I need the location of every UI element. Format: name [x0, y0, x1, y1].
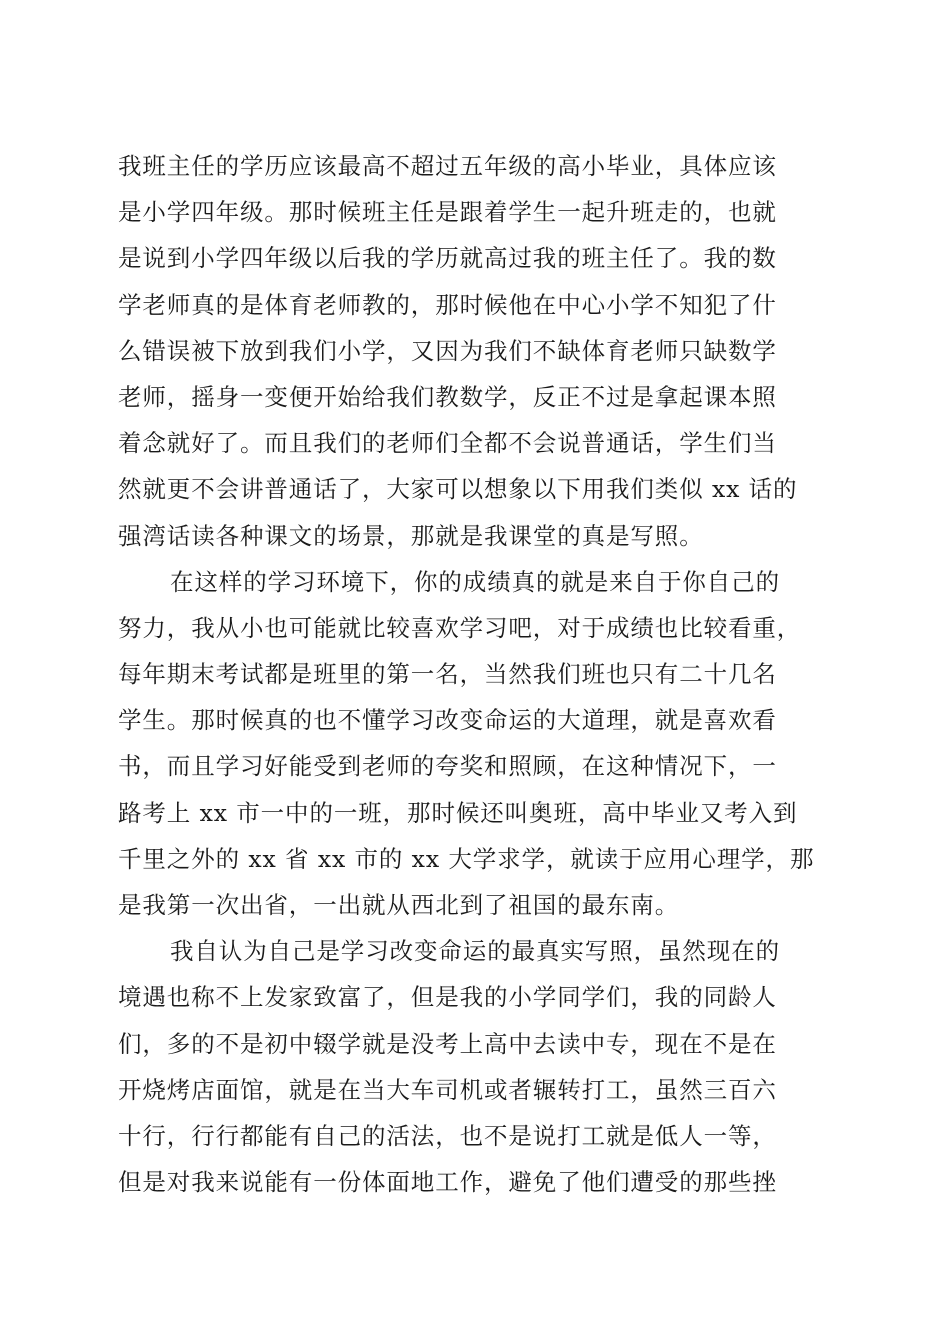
text-line: 十行，行行都能有自己的活法，也不是说打工就是低人一等， [118, 1121, 777, 1150]
text-line: 路考上 xx 市一中的一班，那时候还叫奥班，高中毕业又考入到 [118, 798, 798, 827]
text-line: 是说到小学四年级以后我的学历就高过我的班主任了。我的数 [118, 244, 777, 273]
paragraph-start-line: 在这样的学习环境下，你的成绩真的就是来自于你自己的 [170, 567, 780, 596]
text-line: 是小学四年级。那时候班主任是跟着学生一起升班走的，也就 [118, 198, 777, 227]
text-line: 然就更不会讲普通话了，大家可以想象以下用我们类似 xx 话的 [118, 475, 798, 504]
text-line: 强湾话读各种课文的场景，那就是我课堂的真是写照。 [118, 521, 704, 550]
text-line: 老师，摇身一变便开始给我们教数学，反正不过是拿起课本照 [118, 382, 777, 411]
text-line: 千里之外的 xx 省 xx 市的 xx 大学求学，就读于应用心理学，那 [118, 844, 815, 873]
text-line: 每年期末考试都是班里的第一名，当然我们班也只有二十几名 [118, 660, 777, 689]
text-line: 们，多的不是初中辍学就是没考上高中去读中专，现在不是在 [118, 1029, 777, 1058]
body-text [118, 143, 838, 1205]
text-line: 是我第一次出省，一出就从西北到了祖国的最东南。 [118, 891, 680, 919]
text-line: 么错误被下放到我们小学，又因为我们不缺体育老师只缺数学 [118, 336, 777, 365]
text-line: 学老师真的是体育老师教的，那时候他在中心小学不知犯了什 [118, 290, 777, 319]
text-line: 书，而且学习好能受到老师的夸奖和照顾，在这种情况下，一 [118, 752, 777, 781]
text-line: 努力，我从小也可能就比较喜欢学习吧，对于成绩也比较看重， [118, 613, 802, 642]
text-line: 我班主任的学历应该最高不超过五年级的高小毕业，具体应该 [118, 152, 777, 180]
text-line: 学生。那时候真的也不懂学习改变命运的大道理，就是喜欢看 [118, 706, 777, 735]
text-line: 境遇也称不上发家致富了，但是我的小学同学们，我的同龄人 [118, 983, 777, 1012]
paragraph-start-line: 我自认为自己是学习改变命运的最真实写照，虽然现在的 [170, 937, 780, 966]
text-line: 开烧烤店面馆，就是在当大车司机或者辗转打工，虽然三百六 [118, 1075, 777, 1104]
text-line: 着念就好了。而且我们的老师们全都不会说普通话，学生们当 [118, 429, 777, 458]
text-line: 但是对我来说能有一份体面地工作，避免了他们遭受的那些挫 [118, 1168, 777, 1197]
